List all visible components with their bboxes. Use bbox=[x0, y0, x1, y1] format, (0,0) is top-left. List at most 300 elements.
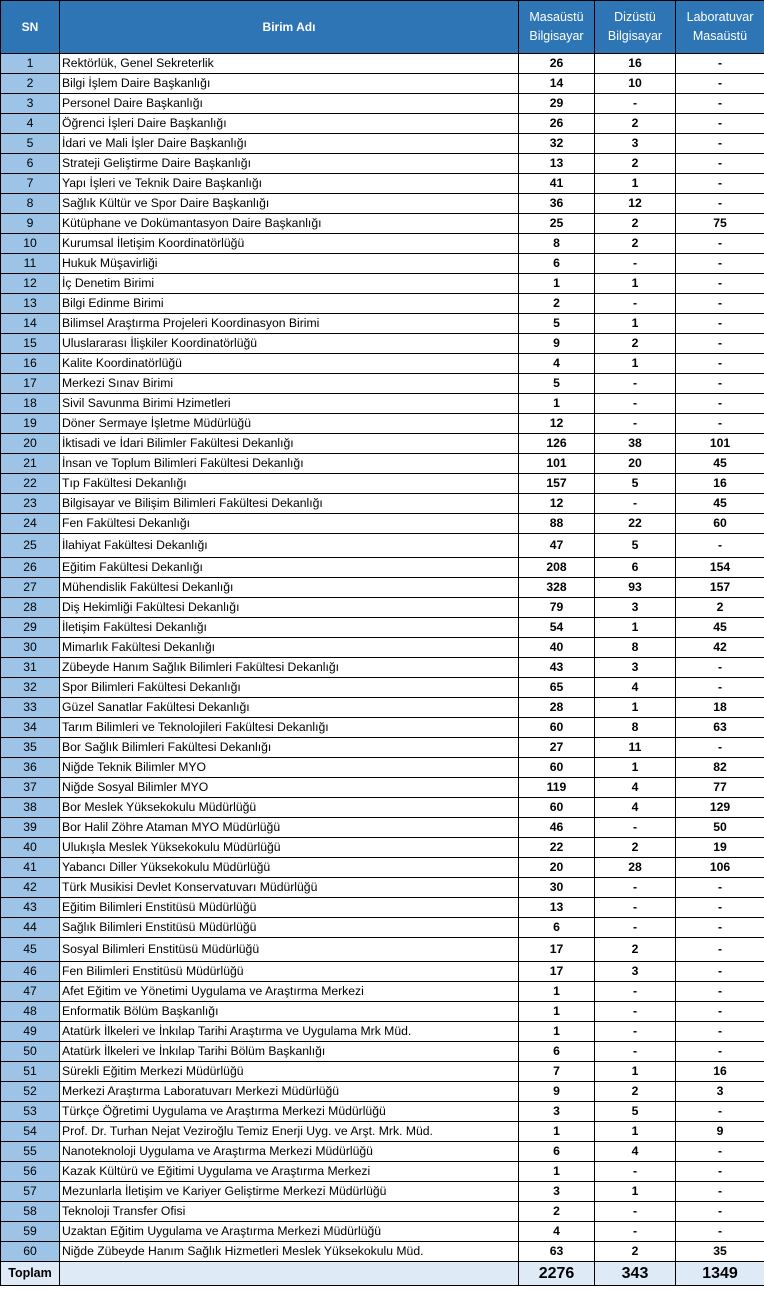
row-laptop-count: 5 bbox=[595, 474, 676, 494]
row-unit-name: Merkezi Araştırma Laboratuvarı Merkezi Müdürlüğü bbox=[60, 1082, 519, 1102]
row-laptop-count: - bbox=[595, 374, 676, 394]
row-laptop-count: 2 bbox=[595, 334, 676, 354]
row-unit-name: İktisadi ve İdari Bilimler Fakültesi Dekanlığı bbox=[60, 434, 519, 454]
row-lab-desktop-count: 16 bbox=[676, 474, 764, 494]
row-sn: 17 bbox=[1, 374, 60, 394]
row-desktop-count: 7 bbox=[519, 1062, 595, 1082]
table-row bbox=[1, 1102, 764, 1122]
row-laptop-count: 12 bbox=[595, 194, 676, 214]
row-laptop-count: - bbox=[595, 254, 676, 274]
row-unit-name: Bor Meslek Yüksekokulu Müdürlüğü bbox=[60, 798, 519, 818]
row-unit-name: Uzaktan Eğitim Uygulama ve Araştırma Merkezi Müdürlüğü bbox=[60, 1222, 519, 1242]
row-desktop-count: 43 bbox=[519, 658, 595, 678]
row-sn: 27 bbox=[1, 578, 60, 598]
row-sn: 59 bbox=[1, 1222, 60, 1242]
row-desktop-count: 1 bbox=[519, 274, 595, 294]
row-lab-desktop-count: - bbox=[676, 414, 764, 434]
table-row bbox=[1, 294, 764, 314]
row-unit-name: Yapı İşleri ve Teknik Daire Başkanlığı bbox=[60, 174, 519, 194]
row-desktop-count: 6 bbox=[519, 1142, 595, 1162]
row-laptop-count: - bbox=[595, 394, 676, 414]
row-laptop-count: 2 bbox=[595, 1082, 676, 1102]
row-desktop-count: 12 bbox=[519, 414, 595, 434]
row-sn: 5 bbox=[1, 134, 60, 154]
row-laptop-count: - bbox=[595, 982, 676, 1002]
table-row bbox=[1, 1122, 764, 1142]
row-sn: 56 bbox=[1, 1162, 60, 1182]
row-unit-name: Sosyal Bilimleri Enstitüsü Müdürlüğü bbox=[60, 938, 519, 962]
row-sn: 57 bbox=[1, 1182, 60, 1202]
row-unit-name: Merkezi Sınav Birimi bbox=[60, 374, 519, 394]
table-footer bbox=[1, 1262, 764, 1286]
row-desktop-count: 32 bbox=[519, 134, 595, 154]
row-unit-name: Strateji Geliştirme Daire Başkanlığı bbox=[60, 154, 519, 174]
row-laptop-count: - bbox=[595, 918, 676, 938]
row-lab-desktop-count: - bbox=[676, 234, 764, 254]
row-lab-desktop-count: 18 bbox=[676, 698, 764, 718]
row-desktop-count: 65 bbox=[519, 678, 595, 698]
row-lab-desktop-count: 60 bbox=[676, 514, 764, 534]
row-laptop-count: 1 bbox=[595, 274, 676, 294]
row-lab-desktop-count: 157 bbox=[676, 578, 764, 598]
row-unit-name: Türkçe Öğretimi Uygulama ve Araştırma Merkezi Müdürlüğü bbox=[60, 1102, 519, 1122]
table-row bbox=[1, 1022, 764, 1042]
row-sn: 28 bbox=[1, 598, 60, 618]
row-lab-desktop-count: - bbox=[676, 918, 764, 938]
row-laptop-count: - bbox=[595, 1202, 676, 1222]
row-lab-desktop-count: - bbox=[676, 74, 764, 94]
row-laptop-count: 3 bbox=[595, 962, 676, 982]
row-desktop-count: 88 bbox=[519, 514, 595, 534]
row-desktop-count: 47 bbox=[519, 534, 595, 558]
row-lab-desktop-count: 9 bbox=[676, 1122, 764, 1142]
row-laptop-count: 2 bbox=[595, 1242, 676, 1262]
row-unit-name: Döner Sermaye İşletme Müdürlüğü bbox=[60, 414, 519, 434]
row-sn: 36 bbox=[1, 758, 60, 778]
row-sn: 43 bbox=[1, 898, 60, 918]
row-desktop-count: 2 bbox=[519, 294, 595, 314]
row-sn: 30 bbox=[1, 638, 60, 658]
table-row bbox=[1, 394, 764, 414]
row-desktop-count: 2 bbox=[519, 1202, 595, 1222]
row-sn: 58 bbox=[1, 1202, 60, 1222]
table-row bbox=[1, 638, 764, 658]
table-row bbox=[1, 74, 764, 94]
table-row bbox=[1, 214, 764, 234]
row-sn: 53 bbox=[1, 1102, 60, 1122]
row-lab-desktop-count: - bbox=[676, 314, 764, 334]
row-sn: 32 bbox=[1, 678, 60, 698]
table-row bbox=[1, 878, 764, 898]
row-laptop-count: - bbox=[595, 94, 676, 114]
table-row bbox=[1, 54, 764, 74]
table-row bbox=[1, 454, 764, 474]
row-sn: 40 bbox=[1, 838, 60, 858]
row-lab-desktop-count: - bbox=[676, 1142, 764, 1162]
row-sn: 9 bbox=[1, 214, 60, 234]
row-sn: 21 bbox=[1, 454, 60, 474]
row-unit-name: Niğde Teknik Bilimler MYO bbox=[60, 758, 519, 778]
row-sn: 6 bbox=[1, 154, 60, 174]
row-desktop-count: 12 bbox=[519, 494, 595, 514]
table-row bbox=[1, 558, 764, 578]
row-unit-name: Mimarlık Fakültesi Dekanlığı bbox=[60, 638, 519, 658]
table-row bbox=[1, 174, 764, 194]
row-sn: 26 bbox=[1, 558, 60, 578]
table-row bbox=[1, 1082, 764, 1102]
row-desktop-count: 79 bbox=[519, 598, 595, 618]
row-laptop-count: 8 bbox=[595, 718, 676, 738]
total-row bbox=[1, 1262, 764, 1286]
row-sn: 47 bbox=[1, 982, 60, 1002]
column-header-desktop-line1: Masaüstü bbox=[529, 10, 584, 24]
row-desktop-count: 8 bbox=[519, 234, 595, 254]
row-unit-name: Tıp Fakültesi Dekanlığı bbox=[60, 474, 519, 494]
total-name-cell bbox=[60, 1262, 519, 1286]
row-unit-name: İletişim Fakültesi Dekanlığı bbox=[60, 618, 519, 638]
row-desktop-count: 46 bbox=[519, 818, 595, 838]
row-laptop-count: - bbox=[595, 494, 676, 514]
row-lab-desktop-count: - bbox=[676, 878, 764, 898]
row-lab-desktop-count: - bbox=[676, 374, 764, 394]
row-sn: 52 bbox=[1, 1082, 60, 1102]
row-unit-name: Sağlık Kültür ve Spor Daire Başkanlığı bbox=[60, 194, 519, 214]
row-lab-desktop-count: 45 bbox=[676, 454, 764, 474]
row-unit-name: Güzel Sanatlar Fakültesi Dekanlığı bbox=[60, 698, 519, 718]
row-sn: 54 bbox=[1, 1122, 60, 1142]
row-lab-desktop-count: 154 bbox=[676, 558, 764, 578]
total-laptop: 343 bbox=[595, 1262, 676, 1286]
column-header-lab-line2: Masaüstü bbox=[692, 29, 748, 43]
row-desktop-count: 328 bbox=[519, 578, 595, 598]
row-sn: 25 bbox=[1, 534, 60, 558]
table-row bbox=[1, 918, 764, 938]
row-desktop-count: 17 bbox=[519, 962, 595, 982]
row-sn: 8 bbox=[1, 194, 60, 214]
row-sn: 4 bbox=[1, 114, 60, 134]
row-lab-desktop-count: - bbox=[676, 1162, 764, 1182]
table-row bbox=[1, 678, 764, 698]
row-lab-desktop-count: - bbox=[676, 898, 764, 918]
row-unit-name: İç Denetim Birimi bbox=[60, 274, 519, 294]
row-unit-name: Bor Halil Zöhre Ataman MYO Müdürlüğü bbox=[60, 818, 519, 838]
table-row bbox=[1, 1162, 764, 1182]
row-lab-desktop-count: 106 bbox=[676, 858, 764, 878]
table-row bbox=[1, 1242, 764, 1262]
row-lab-desktop-count: - bbox=[676, 274, 764, 294]
row-laptop-count: - bbox=[595, 1022, 676, 1042]
row-unit-name: Teknoloji Transfer Ofisi bbox=[60, 1202, 519, 1222]
row-sn: 18 bbox=[1, 394, 60, 414]
column-header-laptop bbox=[595, 1, 676, 54]
table-row bbox=[1, 514, 764, 534]
row-laptop-count: 3 bbox=[595, 134, 676, 154]
row-sn: 45 bbox=[1, 938, 60, 962]
row-desktop-count: 28 bbox=[519, 698, 595, 718]
row-lab-desktop-count: - bbox=[676, 394, 764, 414]
row-laptop-count: - bbox=[595, 1002, 676, 1022]
row-lab-desktop-count: - bbox=[676, 1042, 764, 1062]
row-unit-name: Sağlık Bilimleri Enstitüsü Müdürlüğü bbox=[60, 918, 519, 938]
row-lab-desktop-count: 82 bbox=[676, 758, 764, 778]
row-lab-desktop-count: - bbox=[676, 1182, 764, 1202]
row-laptop-count: 6 bbox=[595, 558, 676, 578]
row-lab-desktop-count: - bbox=[676, 1022, 764, 1042]
row-laptop-count: 4 bbox=[595, 678, 676, 698]
row-laptop-count: 1 bbox=[595, 758, 676, 778]
row-unit-name: Enformatik Bölüm Başkanlığı bbox=[60, 1002, 519, 1022]
row-laptop-count: 11 bbox=[595, 738, 676, 758]
row-unit-name: İlahiyat Fakültesi Dekanlığı bbox=[60, 534, 519, 558]
row-desktop-count: 208 bbox=[519, 558, 595, 578]
row-desktop-count: 36 bbox=[519, 194, 595, 214]
row-sn: 7 bbox=[1, 174, 60, 194]
row-lab-desktop-count: - bbox=[676, 334, 764, 354]
table-row bbox=[1, 274, 764, 294]
row-laptop-count: - bbox=[595, 878, 676, 898]
row-sn: 31 bbox=[1, 658, 60, 678]
row-unit-name: Sürekli Eğitim Merkezi Müdürlüğü bbox=[60, 1062, 519, 1082]
table-row bbox=[1, 578, 764, 598]
row-sn: 16 bbox=[1, 354, 60, 374]
row-laptop-count: 1 bbox=[595, 1182, 676, 1202]
table-row bbox=[1, 1182, 764, 1202]
table-row bbox=[1, 1202, 764, 1222]
row-lab-desktop-count: - bbox=[676, 1002, 764, 1022]
row-unit-name: Atatürk İlkeleri ve İnkılap Tarihi Bölüm Başkanlığı bbox=[60, 1042, 519, 1062]
row-laptop-count: 2 bbox=[595, 838, 676, 858]
row-unit-name: Hukuk Müşavirliği bbox=[60, 254, 519, 274]
row-desktop-count: 6 bbox=[519, 1042, 595, 1062]
row-lab-desktop-count: 16 bbox=[676, 1062, 764, 1082]
table-row bbox=[1, 134, 764, 154]
table-row bbox=[1, 494, 764, 514]
row-lab-desktop-count: 45 bbox=[676, 494, 764, 514]
row-lab-desktop-count: - bbox=[676, 174, 764, 194]
row-lab-desktop-count: 50 bbox=[676, 818, 764, 838]
row-sn: 2 bbox=[1, 74, 60, 94]
table-row bbox=[1, 838, 764, 858]
table-header bbox=[1, 1, 764, 54]
row-sn: 42 bbox=[1, 878, 60, 898]
row-lab-desktop-count: 101 bbox=[676, 434, 764, 454]
row-lab-desktop-count: - bbox=[676, 738, 764, 758]
row-lab-desktop-count: - bbox=[676, 114, 764, 134]
row-unit-name: Kurumsal İletişim Koordinatörlüğü bbox=[60, 234, 519, 254]
table-row bbox=[1, 314, 764, 334]
row-laptop-count: 5 bbox=[595, 1102, 676, 1122]
table-row bbox=[1, 194, 764, 214]
row-laptop-count: 1 bbox=[595, 354, 676, 374]
row-desktop-count: 1 bbox=[519, 1162, 595, 1182]
row-unit-name: Uluslararası İlişkiler Koordinatörlüğü bbox=[60, 334, 519, 354]
row-unit-name: Eğitim Fakültesi Dekanlığı bbox=[60, 558, 519, 578]
row-unit-name: Ulukışla Meslek Yüksekokulu Müdürlüğü bbox=[60, 838, 519, 858]
row-laptop-count: 22 bbox=[595, 514, 676, 534]
row-desktop-count: 6 bbox=[519, 918, 595, 938]
table-row bbox=[1, 758, 764, 778]
row-unit-name: Atatürk İlkeleri ve İnkılap Tarihi Araştırma ve Uygulama Mrk Müd. bbox=[60, 1022, 519, 1042]
row-lab-desktop-count: 77 bbox=[676, 778, 764, 798]
table-row bbox=[1, 798, 764, 818]
column-header-desktop-line2: Bilgisayar bbox=[529, 29, 584, 43]
table-row bbox=[1, 698, 764, 718]
row-lab-desktop-count: - bbox=[676, 938, 764, 962]
row-laptop-count: 2 bbox=[595, 154, 676, 174]
total-desktop: 2276 bbox=[519, 1262, 595, 1286]
table-row bbox=[1, 962, 764, 982]
row-unit-name: İdari ve Mali İşler Daire Başkanlığı bbox=[60, 134, 519, 154]
row-unit-name: Eğitim Bilimleri Enstitüsü Müdürlüğü bbox=[60, 898, 519, 918]
row-laptop-count: 2 bbox=[595, 234, 676, 254]
row-lab-desktop-count: 3 bbox=[676, 1082, 764, 1102]
row-sn: 23 bbox=[1, 494, 60, 514]
row-sn: 13 bbox=[1, 294, 60, 314]
table-row bbox=[1, 858, 764, 878]
row-lab-desktop-count: 19 bbox=[676, 838, 764, 858]
row-lab-desktop-count: - bbox=[676, 154, 764, 174]
row-laptop-count: 8 bbox=[595, 638, 676, 658]
total-label: Toplam bbox=[1, 1262, 60, 1286]
row-sn: 24 bbox=[1, 514, 60, 534]
row-desktop-count: 29 bbox=[519, 94, 595, 114]
table-row bbox=[1, 658, 764, 678]
table-row bbox=[1, 1002, 764, 1022]
row-laptop-count: - bbox=[595, 898, 676, 918]
table-row bbox=[1, 94, 764, 114]
table-row bbox=[1, 898, 764, 918]
row-unit-name: Niğde Zübeyde Hanım Sağlık Hizmetleri Meslek Yüksekokulu Müd. bbox=[60, 1242, 519, 1262]
row-laptop-count: 1 bbox=[595, 314, 676, 334]
row-laptop-count: 2 bbox=[595, 114, 676, 134]
column-header-laptop-line2: Bilgisayar bbox=[607, 29, 663, 43]
row-desktop-count: 1 bbox=[519, 982, 595, 1002]
row-laptop-count: 1 bbox=[595, 618, 676, 638]
row-desktop-count: 60 bbox=[519, 758, 595, 778]
row-lab-desktop-count: 63 bbox=[676, 718, 764, 738]
row-lab-desktop-count: - bbox=[676, 1222, 764, 1242]
row-desktop-count: 22 bbox=[519, 838, 595, 858]
row-desktop-count: 6 bbox=[519, 254, 595, 274]
row-desktop-count: 4 bbox=[519, 354, 595, 374]
row-sn: 1 bbox=[1, 54, 60, 74]
row-sn: 51 bbox=[1, 1062, 60, 1082]
row-laptop-count: 4 bbox=[595, 798, 676, 818]
row-sn: 11 bbox=[1, 254, 60, 274]
row-desktop-count: 119 bbox=[519, 778, 595, 798]
row-desktop-count: 1 bbox=[519, 1002, 595, 1022]
table-row bbox=[1, 618, 764, 638]
row-unit-name: Öğrenci İşleri Daire Başkanlığı bbox=[60, 114, 519, 134]
row-unit-name: Bilgi Edinme Birimi bbox=[60, 294, 519, 314]
row-sn: 46 bbox=[1, 962, 60, 982]
table-row bbox=[1, 982, 764, 1002]
row-unit-name: İnsan ve Toplum Bilimleri Fakültesi Dekanlığı bbox=[60, 454, 519, 474]
row-sn: 39 bbox=[1, 818, 60, 838]
row-unit-name: Fen Bilimleri Enstitüsü Müdürlüğü bbox=[60, 962, 519, 982]
row-desktop-count: 157 bbox=[519, 474, 595, 494]
row-unit-name: Sivil Savunma Birimi Hzimetleri bbox=[60, 394, 519, 414]
row-desktop-count: 1 bbox=[519, 1122, 595, 1142]
table-row bbox=[1, 234, 764, 254]
row-unit-name: Mühendislik Fakültesi Dekanlığı bbox=[60, 578, 519, 598]
row-sn: 20 bbox=[1, 434, 60, 454]
row-laptop-count: 1 bbox=[595, 174, 676, 194]
row-desktop-count: 26 bbox=[519, 54, 595, 74]
row-unit-name: Kütüphane ve Dokümantasyon Daire Başkanlığı bbox=[60, 214, 519, 234]
row-sn: 44 bbox=[1, 918, 60, 938]
total-lab-desktop: 1349 bbox=[676, 1262, 764, 1286]
row-desktop-count: 26 bbox=[519, 114, 595, 134]
table-row bbox=[1, 414, 764, 434]
table-row bbox=[1, 354, 764, 374]
row-unit-name: Bilgi İşlem Daire Başkanlığı bbox=[60, 74, 519, 94]
row-sn: 35 bbox=[1, 738, 60, 758]
row-desktop-count: 126 bbox=[519, 434, 595, 454]
row-unit-name: Yabancı Diller Yüksekokulu Müdürlüğü bbox=[60, 858, 519, 878]
row-unit-name: Kazak Kültürü ve Eğitimi Uygulama ve Araştırma Merkezi bbox=[60, 1162, 519, 1182]
row-desktop-count: 20 bbox=[519, 858, 595, 878]
row-unit-name: Zübeyde Hanım Sağlık Bilimleri Fakültesi Dekanlığı bbox=[60, 658, 519, 678]
row-laptop-count: 28 bbox=[595, 858, 676, 878]
row-sn: 14 bbox=[1, 314, 60, 334]
row-unit-name: Nanoteknoloji Uygulama ve Araştırma Merkezi Müdürlüğü bbox=[60, 1142, 519, 1162]
row-unit-name: Diş Hekimliği Fakültesi Dekanlığı bbox=[60, 598, 519, 618]
row-lab-desktop-count: - bbox=[676, 134, 764, 154]
table-row bbox=[1, 1222, 764, 1242]
row-lab-desktop-count: - bbox=[676, 94, 764, 114]
row-lab-desktop-count: - bbox=[676, 194, 764, 214]
column-header-unit-name: Birim Adı bbox=[60, 1, 519, 54]
row-sn: 3 bbox=[1, 94, 60, 114]
row-desktop-count: 9 bbox=[519, 1082, 595, 1102]
row-unit-name: Bilgisayar ve Bilişim Bilimleri Fakültesi Dekanlığı bbox=[60, 494, 519, 514]
row-sn: 48 bbox=[1, 1002, 60, 1022]
row-unit-name: Kalite Koordinatörlüğü bbox=[60, 354, 519, 374]
row-desktop-count: 3 bbox=[519, 1102, 595, 1122]
table-row bbox=[1, 534, 764, 558]
row-unit-name: Bilimsel Araştırma Projeleri Koordinasyon Birimi bbox=[60, 314, 519, 334]
row-lab-desktop-count: - bbox=[676, 1102, 764, 1122]
row-laptop-count: 4 bbox=[595, 778, 676, 798]
row-desktop-count: 1 bbox=[519, 1022, 595, 1042]
row-desktop-count: 3 bbox=[519, 1182, 595, 1202]
table-row bbox=[1, 154, 764, 174]
row-lab-desktop-count: 75 bbox=[676, 214, 764, 234]
row-laptop-count: 38 bbox=[595, 434, 676, 454]
table-body bbox=[1, 54, 764, 1262]
table-row bbox=[1, 598, 764, 618]
row-sn: 12 bbox=[1, 274, 60, 294]
row-desktop-count: 17 bbox=[519, 938, 595, 962]
table-row bbox=[1, 1062, 764, 1082]
row-desktop-count: 4 bbox=[519, 1222, 595, 1242]
row-laptop-count: 2 bbox=[595, 214, 676, 234]
row-desktop-count: 40 bbox=[519, 638, 595, 658]
row-lab-desktop-count: - bbox=[676, 1202, 764, 1222]
row-sn: 33 bbox=[1, 698, 60, 718]
row-laptop-count: - bbox=[595, 1162, 676, 1182]
row-lab-desktop-count: - bbox=[676, 982, 764, 1002]
row-laptop-count: 5 bbox=[595, 534, 676, 558]
row-unit-name: Türk Musikisi Devlet Konservatuvarı Müdürlüğü bbox=[60, 878, 519, 898]
row-laptop-count: - bbox=[595, 1042, 676, 1062]
row-lab-desktop-count: - bbox=[676, 962, 764, 982]
row-desktop-count: 54 bbox=[519, 618, 595, 638]
row-sn: 49 bbox=[1, 1022, 60, 1042]
row-sn: 19 bbox=[1, 414, 60, 434]
row-sn: 15 bbox=[1, 334, 60, 354]
